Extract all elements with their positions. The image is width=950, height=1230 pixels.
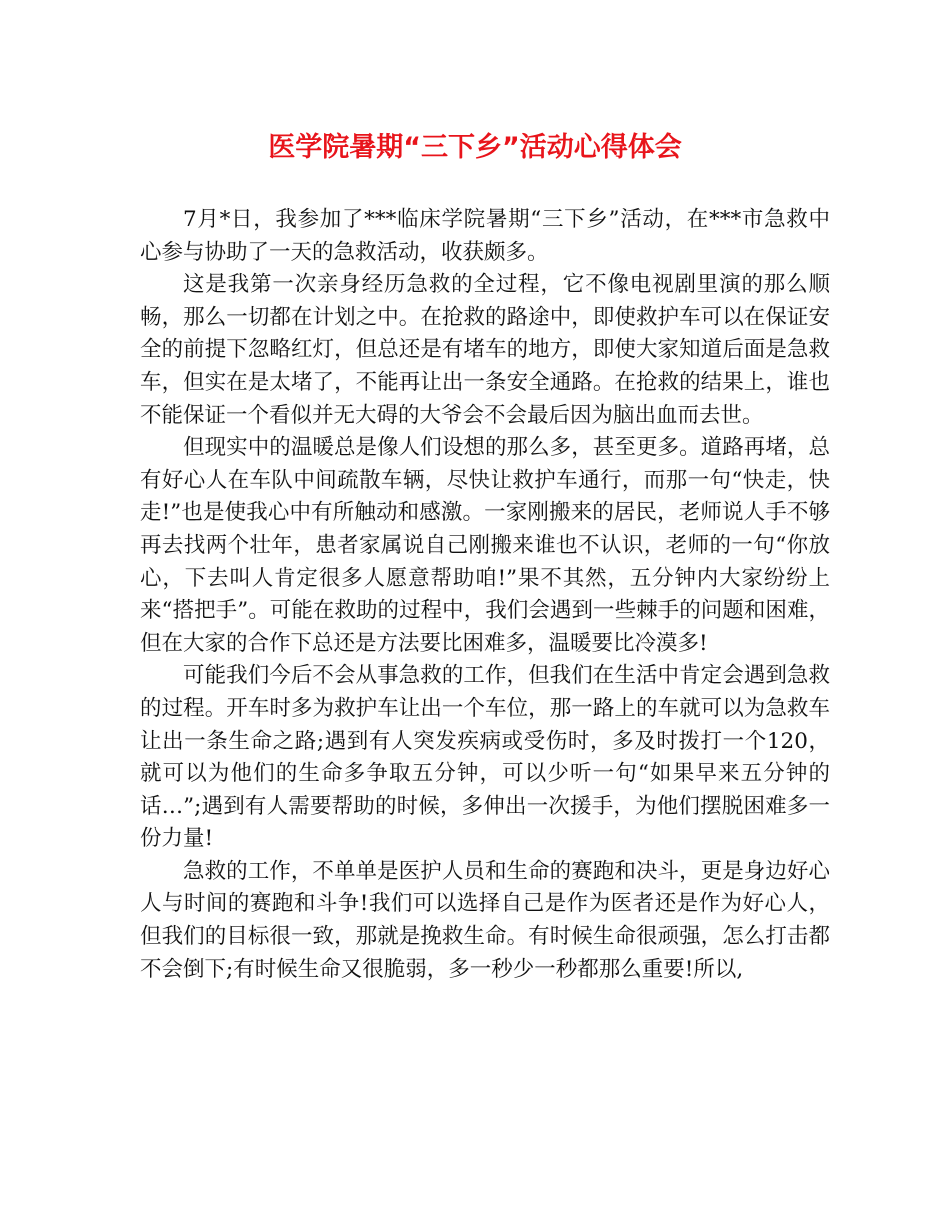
document-body	[140, 204, 830, 986]
paragraph-2: 这是我第一次亲身经历急救的全过程，它不像电视剧里演的那么顺畅，那么一切都在计划之中。在抢救的路途中，即使救护车可以在保证安全的前提下忽略红灯，但总还是有堵车的地方，即使大家知道后面是急救车，但实在是太堵了，不能再让出一条安全通路。在抢救的结果上，谁也不能保证一个看似并无大碍的大爷会不会最后因为脑出血而去世。	[140, 272, 830, 428]
paragraph-1: 7月*日，我参加了***临床学院暑期“三下乡”活动，在***市急救中心参与协助了一天的急救活动，收获颇多。	[140, 207, 830, 265]
paragraph-4: 可能我们今后不会从事急救的工作，但我们在生活中肯定会遇到急救的过程。开车时多为救护车让出一个车位，那一路上的车就可以为急救车让出一条生命之路;遇到有人突发疾病或受伤时，多及时拨打一个120，就可以为他们的生命多争取五分钟，可以少听一句“如果早来五分钟的话…”;遇到有人需要帮助的时候，多伸出一次援手，为他们摆脱困难多一份力量!	[140, 663, 830, 852]
document-title: 医学院暑期“三下乡”活动心得体会	[268, 132, 682, 163]
paragraph-3: 但现实中的温暖总是像人们设想的那么多，甚至更多。道路再堵，总有好心人在车队中间疏散车辆，尽快让救护车通行，而那一句“快走，快走!”也是使我心中有所触动和感激。一家刚搬来的居民，老师说人手不够再去找两个壮年，患者家属说自己刚搬来谁也不认识，老师的一句“你放心，下去叫人肯定很多人愿意帮助咱!”果不其然，五分钟内大家纷纷上来“搭把手”。可能在救助的过程中，我们会遇到一些棘手的问题和困难，但在大家的合作下总还是方法要比困难多，温暖要比冷漠多!	[140, 435, 830, 656]
paragraph-5: 急救的工作，不单单是医护人员和生命的赛跑和决斗，更是身边好心人与时间的赛跑和斗争!我们可以选择自己是作为医者还是作为好心人，但我们的目标很一致，那就是挽救生命。有时候生命很顽强，怎么打击都不会倒下;有时候生命又很脆弱，多一秒少一秒都那么重要!所以,	[140, 858, 830, 982]
